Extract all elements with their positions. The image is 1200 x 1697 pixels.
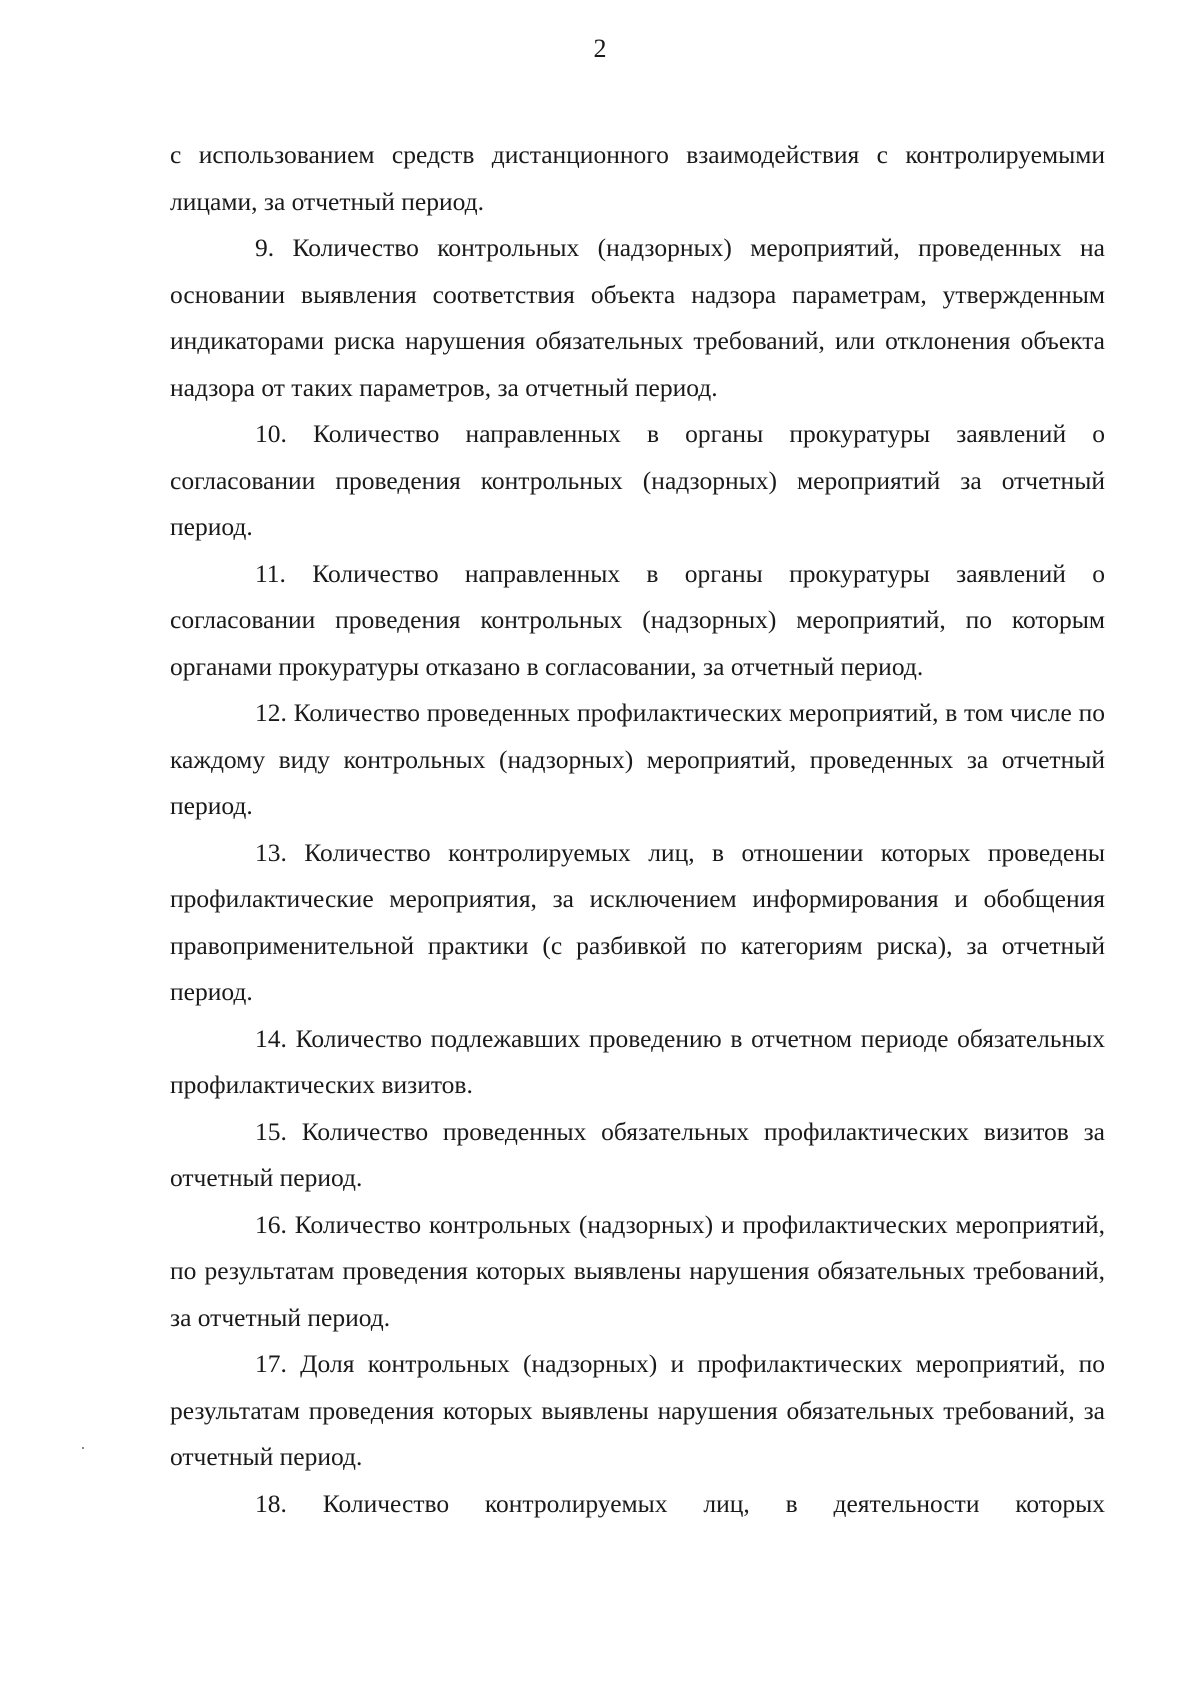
page-number: 2 xyxy=(593,34,607,63)
paragraph-item-11: 11. Количество направленных в органы прокуратуры заявлений о согласовании проведения контрольных (надзорных) мероприятий, по которым органами прокуратуры отказано в согласовании, за отчетный период. xyxy=(170,558,1105,681)
paragraph-item-15: 15. Количество проведенных обязательных профилактических визитов за отчетный период. xyxy=(170,1116,1105,1192)
paragraph-continuation: с использованием средств дистанционного взаимодействия с контролируемыми лицами, за отчетный период. xyxy=(170,140,1105,216)
scan-speck xyxy=(82,1447,84,1449)
paragraph-item-13: 13. Количество контролируемых лиц, в отношении которых проведены профилактические мероприятия, за исключением информирования и обобщения правоприменительной практики (с разбивкой по категориям риска), за отчетный период. xyxy=(170,837,1105,1006)
paragraph-item-14: 14. Количество подлежавших проведению в отчетном периоде обязательных профилактических визитов. xyxy=(170,1023,1105,1099)
paragraph-item-17: 17. Доля контрольных (надзорных) и профилактических мероприятий, по результатам проведения которых выявлены нарушения обязательных требований, за отчетный период. xyxy=(170,1349,1105,1471)
paragraph-item-10: 10. Количество направленных в органы прокуратуры заявлений о согласовании проведения контрольных (надзорных) мероприятий за отчетный период. xyxy=(170,419,1105,541)
paragraph-item-16: 16. Количество контрольных (надзорных) и профилактических мероприятий, по результатам проведения которых выявлены нарушения обязательных требований, за отчетный период. xyxy=(170,1209,1105,1332)
document-body xyxy=(170,132,1105,1527)
paragraph-item-12: 12. Количество проведенных профилактических мероприятий, в том числе по каждому виду контрольных (надзорных) мероприятий, проведенных за отчетный период. xyxy=(170,698,1105,820)
paragraph-item-18: 18. Количество контролируемых лиц, в деятельности которых xyxy=(255,1488,1105,1518)
paragraph-item-9: 9. Количество контрольных (надзорных) мероприятий, проведенных на основании выявления соответствия объекта надзора параметрам, утвержденным индикаторами риска нарушения обязательных требований, или отклонения объекта надзора от таких параметров, за отчетный период. xyxy=(170,233,1105,402)
